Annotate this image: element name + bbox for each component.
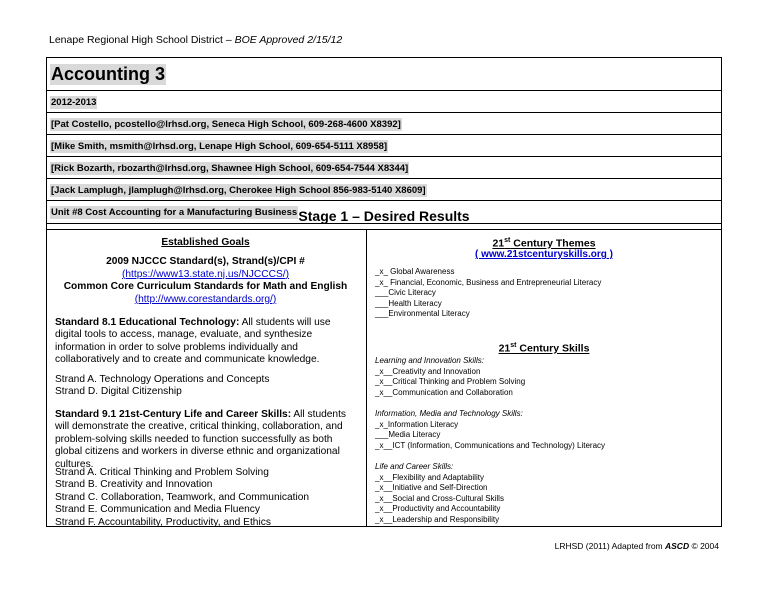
page-header: Lenape Regional High School District – BOE Approved 2/15/12 [49, 34, 343, 46]
skill-item: _x__Social and Cross-Cultural Skills [375, 493, 504, 503]
theme-item: ___Civic Literacy [375, 288, 436, 298]
career-skills-label: Life and Career Skills: [375, 462, 454, 471]
century-column [367, 230, 721, 526]
skill-item: _x__Initiative and Self-Direction [375, 483, 488, 493]
theme-item: ___Health Literacy [375, 298, 442, 308]
skill-item: _x__ICT (Information, Communications and Technology) Literacy [375, 440, 606, 450]
stage-heading: Stage 1 – Desired Results [46, 203, 722, 230]
author-row [47, 179, 721, 201]
approval-note: BOE Approved 2/15/12 [234, 34, 343, 46]
goals-heading: Established Goals [161, 237, 250, 248]
standard-9-1-strands [55, 467, 356, 529]
author-1: [Pat Costello, pcostello@lrhsd.org, Seneca High School, 609-268-4600 X8392] [51, 118, 401, 130]
common-core-heading: Common Core Curriculum Standards for Math and English [63, 281, 348, 293]
strand-item: Strand A. Critical Thinking and Problem Solving [55, 467, 269, 478]
standard-9-1-text: All students will demonstrate the creative, critical thinking, collaboration, and problem-solving skills needed to function successfully as both global citizens and workers in diverse ethnic and organizational cultures. [55, 409, 347, 470]
skills-heading: 21st Century Skills [498, 342, 590, 355]
author-3: [Rick Bozarth, rbozarth@lrhsd.org, Shawnee High School, 609-654-7544 X8344] [51, 162, 409, 174]
skill-item: _x__Critical Thinking and Problem Solving [375, 377, 526, 387]
skill-item: _x_Information Literacy [375, 419, 459, 429]
media-skills-label: Information, Media and Technology Skills: [375, 409, 523, 418]
themes-list [375, 267, 713, 320]
ascd-brand: ASCD [665, 541, 690, 551]
skill-item: _x__Flexibility and Adaptability [375, 472, 484, 482]
course-title: Accounting 3 [51, 64, 166, 84]
themes-heading: 21st Century Themes [492, 237, 596, 250]
strand-item: Strand A. Technology Operations and Concepts [55, 374, 270, 385]
strand-item: Strand E. Communication and Media Fluency [55, 504, 260, 516]
theme-item: ___Environmental Literacy [375, 309, 470, 319]
desired-results-table [46, 229, 722, 527]
standard-8-1-strands [55, 374, 356, 399]
standard-9-1 [55, 409, 356, 471]
strand-item: Strand B. Creativity and Innovation [55, 479, 213, 491]
standard-8-1 [55, 317, 356, 367]
media-skills [375, 409, 713, 451]
njcccs-heading: 2009 NJCCC Standard(s), Strand(s)/CPI # [106, 256, 305, 268]
learning-skills [375, 356, 713, 398]
standard-8-1-text: All students will use digital tools to access, manage, evaluate, and synthesize information in order to solve problems individually and collaboratively and to create and communicate knowledge. [55, 317, 331, 366]
learning-skills-label: Learning and Innovation Skills: [375, 356, 484, 365]
year-row [47, 91, 721, 113]
author-row [47, 113, 721, 135]
author-row [47, 157, 721, 179]
skill-item: _x__Creativity and Innovation [375, 366, 481, 376]
strand-item: Strand F. Accountability, Productivity, and Ethics [55, 516, 271, 528]
standard-9-1-label: Standard 9.1 21st-Century Life and Career Skills: [55, 409, 292, 420]
district-name: Lenape Regional High School District [49, 34, 223, 46]
themes-link[interactable]: ( www.21stcenturyskills.org ) [474, 249, 613, 261]
common-core-link[interactable]: (http://www.corestandards.org/) [134, 293, 277, 305]
strand-item: Strand D. Digital Citizenship [55, 386, 182, 398]
author-2: [Mike Smith, msmith@lrhsd.org, Lenape High School, 609-654-5111 X8958] [51, 140, 388, 152]
skill-item: _x__Productivity and Accountability [375, 504, 501, 514]
theme-item: _x_ Financial, Economic, Business and Entrepreneurial Literacy [375, 277, 602, 287]
standard-8-1-label: Standard 8.1 Educational Technology: [55, 317, 240, 328]
page-footer: LRHSD (2011) Adapted from ASCD © 2004 [554, 541, 719, 551]
author-row [47, 135, 721, 157]
course-info-table [46, 57, 722, 224]
theme-item: _x_ Global Awareness [375, 267, 455, 277]
njcccs-link[interactable]: (https://www13.state.nj.us/NJCCCS/) [121, 268, 289, 280]
strand-item: Strand C. Collaboration, Teamwork, and Communication [55, 491, 310, 503]
career-skills [375, 462, 713, 526]
author-4: [Jack Lamplugh, jlamplugh@lrhsd.org, Cherokee High School 856-983-5140 X8609] [51, 184, 426, 196]
skill-item: _x__Communication and Collaboration [375, 387, 513, 397]
skill-item: _x__Leadership and Responsibility [375, 514, 500, 524]
school-year: 2012-2013 [51, 96, 97, 108]
title-row [47, 58, 721, 91]
unit-title: Unit #8 Cost Accounting for a Manufacturing Business [51, 207, 298, 218]
skill-item: ___Media Literacy [375, 430, 441, 440]
established-goals-column [47, 230, 367, 526]
